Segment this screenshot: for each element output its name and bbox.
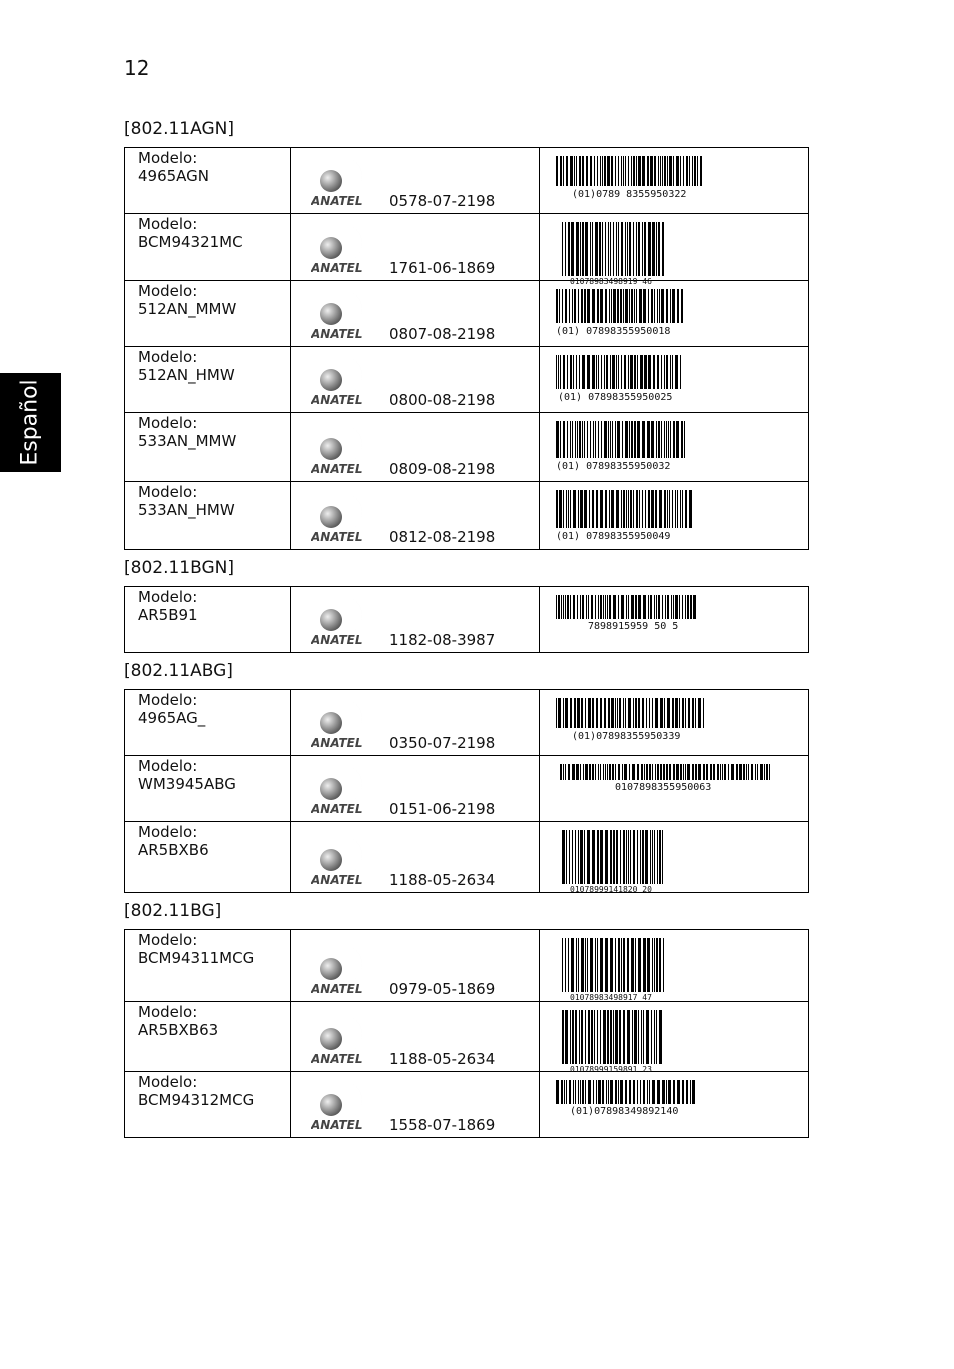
- barcode-bars: [556, 698, 706, 728]
- barcode-bars: [556, 289, 684, 323]
- language-side-tab: [0, 373, 61, 472]
- certification-number: 1188-05-2634: [389, 1050, 496, 1068]
- table-row: [125, 148, 809, 214]
- certification-number: 0807-08-2198: [389, 325, 496, 343]
- barcode: [556, 421, 688, 472]
- barcode-digits: (01)0789 8355950322: [572, 189, 687, 200]
- model-label: Modelo:: [138, 931, 198, 949]
- barcode: [562, 938, 666, 1002]
- barcode-digits: (01) 07898355950049: [556, 531, 671, 542]
- anatel-logo-mark: [311, 356, 367, 406]
- anatel-logo: [311, 425, 367, 475]
- anatel-logo: [311, 596, 367, 646]
- certification-number: 0350-07-2198: [389, 734, 496, 752]
- barcode-digits: (01)07898355950339: [572, 731, 681, 742]
- model-label: Modelo:: [138, 414, 198, 432]
- anatel-logo-mark: [311, 1081, 367, 1131]
- model-label: Modelo:: [138, 1003, 198, 1021]
- barcode: [560, 764, 772, 793]
- anatel-logo: [311, 765, 367, 815]
- barcode-cell: [540, 690, 809, 756]
- barcode-digits: 01078999159891 23: [570, 1065, 652, 1074]
- certification-cell: [291, 587, 540, 653]
- certification-number: 0151-06-2198: [389, 800, 496, 818]
- table-row: [125, 281, 809, 347]
- barcode-cell: [540, 214, 809, 286]
- barcode-bars: [562, 1010, 666, 1064]
- certification-cell: [291, 281, 540, 347]
- barcode: [556, 1080, 698, 1117]
- barcode: [556, 490, 692, 542]
- certification-number: 1188-05-2634: [389, 871, 496, 889]
- certification-table: [124, 586, 809, 653]
- model-id: WM3945ABG: [138, 775, 236, 793]
- model-label: Modelo:: [138, 823, 198, 841]
- model-id: 533AN_MMW: [138, 432, 237, 450]
- anatel-logo: [311, 290, 367, 340]
- language-side-tab-label: Español: [18, 379, 44, 466]
- table-row: [125, 347, 809, 413]
- section-title: [802.11ABG]: [124, 661, 233, 681]
- anatel-logo-text: ANATEL: [311, 982, 363, 995]
- certification-number: 0800-08-2198: [389, 391, 496, 409]
- model-label: Modelo:: [138, 215, 198, 233]
- anatel-logo: [311, 356, 367, 406]
- certification-number: 0979-05-1869: [389, 980, 496, 998]
- table-row: [125, 214, 809, 281]
- model-cell: [125, 347, 291, 413]
- anatel-logo-mark: [311, 945, 367, 995]
- model-label: Modelo:: [138, 483, 198, 501]
- anatel-logo-mark: [311, 224, 367, 274]
- barcode-cell: [540, 930, 809, 1002]
- model-label: Modelo:: [138, 149, 198, 167]
- table-row: [125, 756, 809, 822]
- model-cell: [125, 822, 291, 893]
- barcode-cell: [540, 587, 809, 653]
- model-label: Modelo:: [138, 691, 198, 709]
- anatel-logo: [311, 945, 367, 995]
- anatel-logo: [311, 1081, 367, 1131]
- certification-cell: [291, 756, 540, 822]
- certification-cell: [291, 214, 540, 281]
- certification-number: 1761-06-1869: [389, 259, 496, 277]
- section-title: [802.11AGN]: [124, 119, 234, 139]
- model-id: AR5B91: [138, 606, 198, 624]
- model-id: AR5BXB6: [138, 841, 209, 859]
- anatel-logo-mark: [311, 157, 367, 207]
- barcode-bars: [560, 764, 772, 780]
- anatel-logo: [311, 224, 367, 274]
- anatel-logo-text: ANATEL: [311, 1118, 363, 1131]
- certification-cell: [291, 413, 540, 482]
- model-label: Modelo:: [138, 757, 198, 775]
- section-title: [802.11BGN]: [124, 558, 235, 578]
- barcode-cell: [540, 413, 809, 482]
- anatel-logo: [311, 836, 367, 886]
- barcode-bars: [556, 421, 688, 458]
- table-row: [125, 930, 809, 1002]
- barcode-digits: 7898915959 50 5: [588, 621, 679, 632]
- model-id: 512AN_MMW: [138, 300, 237, 318]
- barcode: [556, 595, 698, 632]
- model-cell: [125, 148, 291, 214]
- certification-number: 0812-08-2198: [389, 528, 496, 546]
- model-label: Modelo:: [138, 348, 198, 366]
- barcode-cell: [540, 1002, 809, 1072]
- anatel-logo-mark: [311, 596, 367, 646]
- certification-cell: [291, 1072, 540, 1138]
- table-row: [125, 1002, 809, 1072]
- anatel-logo: [311, 493, 367, 543]
- certification-number: 0578-07-2198: [389, 192, 496, 210]
- anatel-logo: [311, 699, 367, 749]
- barcode-cell: [540, 1072, 809, 1138]
- barcode-digits: 01078983498919 46: [570, 277, 652, 286]
- table-row: [125, 413, 809, 482]
- barcode-digits: 0107898355950063: [615, 782, 712, 793]
- anatel-logo-mark: [311, 425, 367, 475]
- model-cell: [125, 930, 291, 1002]
- anatel-logo-text: ANATEL: [311, 633, 363, 646]
- table-row: [125, 482, 809, 550]
- model-cell: [125, 1072, 291, 1138]
- barcode-bars: [556, 156, 704, 186]
- anatel-logo-text: ANATEL: [311, 462, 363, 475]
- certification-cell: [291, 930, 540, 1002]
- certification-number: 0809-08-2198: [389, 460, 496, 478]
- barcode-cell: [540, 148, 809, 214]
- model-cell: [125, 690, 291, 756]
- barcode-bars: [556, 595, 698, 619]
- model-label: Modelo:: [138, 282, 198, 300]
- barcode-digits: (01) 07898355950018: [556, 326, 671, 337]
- anatel-logo-text: ANATEL: [311, 261, 363, 274]
- model-id: AR5BXB63: [138, 1021, 219, 1039]
- barcode: [562, 830, 666, 894]
- certification-cell: [291, 482, 540, 550]
- table-row: [125, 1072, 809, 1138]
- model-cell: [125, 281, 291, 347]
- anatel-logo-mark: [311, 765, 367, 815]
- barcode: [562, 222, 666, 286]
- barcode-digits: (01) 07898355950032: [556, 461, 671, 472]
- page-number: 12: [124, 56, 150, 80]
- barcode: [556, 289, 684, 337]
- anatel-logo-text: ANATEL: [311, 802, 363, 815]
- anatel-logo-mark: [311, 836, 367, 886]
- certification-cell: [291, 1002, 540, 1072]
- anatel-logo: [311, 1015, 367, 1065]
- barcode-digits: (01)07898349892140: [570, 1106, 679, 1117]
- anatel-logo-text: ANATEL: [311, 873, 363, 886]
- certification-table: [124, 689, 809, 893]
- model-cell: [125, 482, 291, 550]
- model-id: BCM94311MCG: [138, 949, 255, 967]
- barcode: [556, 698, 706, 742]
- anatel-logo-mark: [311, 699, 367, 749]
- section-title: [802.11BG]: [124, 901, 222, 921]
- model-label: Modelo:: [138, 1073, 198, 1091]
- barcode-cell: [540, 756, 809, 822]
- certification-cell: [291, 347, 540, 413]
- certification-cell: [291, 822, 540, 893]
- model-cell: [125, 587, 291, 653]
- anatel-logo-text: ANATEL: [311, 736, 363, 749]
- certification-table: [124, 929, 809, 1138]
- anatel-logo-mark: [311, 290, 367, 340]
- barcode-cell: [540, 347, 809, 413]
- model-cell: [125, 214, 291, 281]
- barcode-bars: [556, 1080, 698, 1104]
- barcode-bars: [562, 938, 666, 992]
- barcode-cell: [540, 281, 809, 347]
- model-id: 512AN_HMW: [138, 366, 235, 384]
- table-row: [125, 822, 809, 893]
- barcode-cell: [540, 482, 809, 550]
- barcode: [562, 1010, 666, 1074]
- model-cell: [125, 756, 291, 822]
- table-row: [125, 587, 809, 653]
- anatel-logo-text: ANATEL: [311, 327, 363, 340]
- model-cell: [125, 413, 291, 482]
- barcode-cell: [540, 822, 809, 893]
- barcode: [556, 156, 704, 200]
- barcode: [556, 355, 684, 403]
- table-row: [125, 690, 809, 756]
- model-id: 4965AGN: [138, 167, 210, 185]
- anatel-logo-text: ANATEL: [311, 1052, 363, 1065]
- barcode-digits: 01078999141820 20: [570, 885, 652, 894]
- anatel-logo: [311, 157, 367, 207]
- barcode-bars: [562, 222, 666, 276]
- model-id: 4965AG_: [138, 709, 206, 727]
- certification-number: 1558-07-1869: [389, 1116, 496, 1134]
- anatel-logo-mark: [311, 493, 367, 543]
- model-label: Modelo:: [138, 588, 198, 606]
- anatel-logo-text: ANATEL: [311, 530, 363, 543]
- barcode-bars: [562, 830, 666, 884]
- model-cell: [125, 1002, 291, 1072]
- model-id: BCM94312MCG: [138, 1091, 255, 1109]
- model-id: BCM94321MC: [138, 233, 243, 251]
- model-id: 533AN_HMW: [138, 501, 235, 519]
- anatel-logo-text: ANATEL: [311, 393, 363, 406]
- certification-table: [124, 147, 809, 550]
- anatel-logo-mark: [311, 1015, 367, 1065]
- barcode-bars: [556, 355, 684, 389]
- anatel-logo-text: ANATEL: [311, 194, 363, 207]
- barcode-digits: (01) 07898355950025: [558, 392, 673, 403]
- barcode-bars: [556, 490, 692, 528]
- certification-number: 1182-08-3987: [389, 631, 496, 649]
- certification-cell: [291, 148, 540, 214]
- certification-cell: [291, 690, 540, 756]
- barcode-digits: 01078983498917 47: [570, 993, 652, 1002]
